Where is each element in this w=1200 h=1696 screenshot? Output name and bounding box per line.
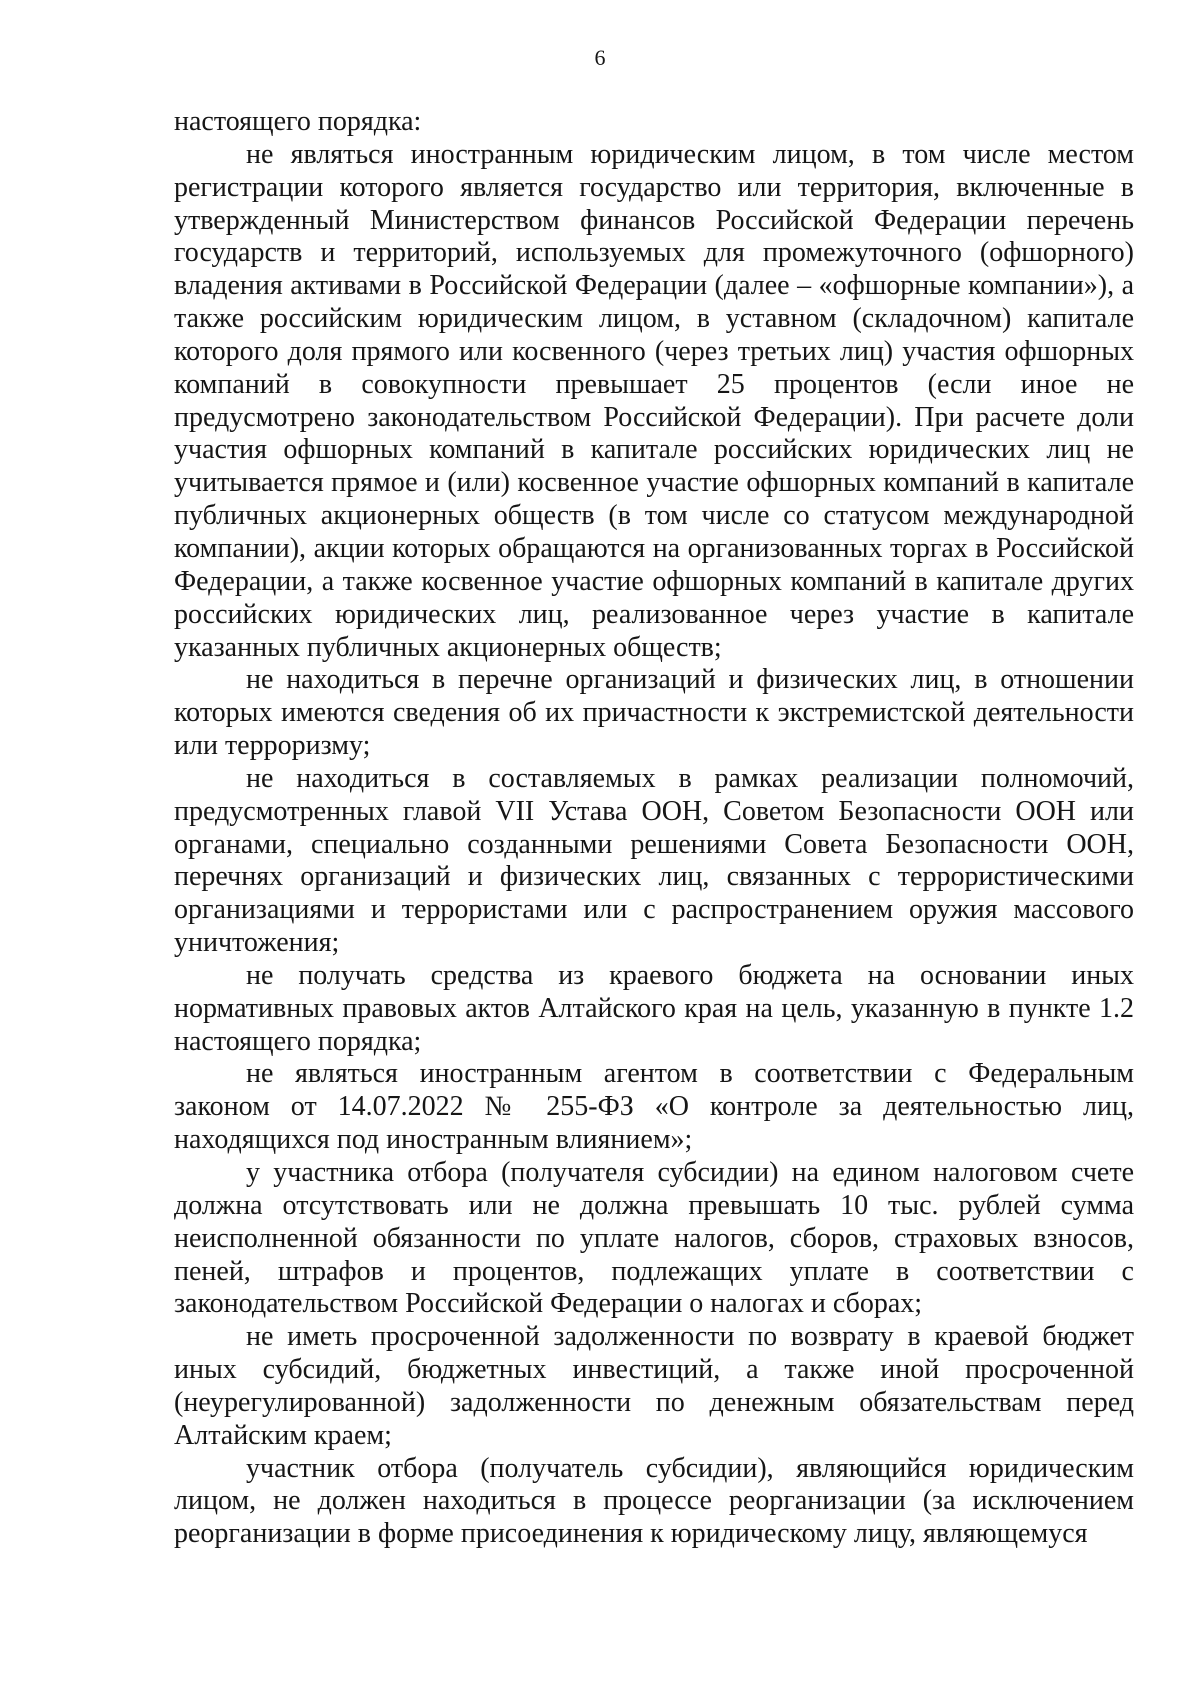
paragraph-continuation: настоящего порядка: <box>174 106 422 137</box>
paragraph-foreign-agent: не являться иностранным агентом в соответствии с Федеральным законом от 14.07.2022 № 255-ФЗ «О контроле за деятельностью лиц, находящихся под иностранным влиянием»; <box>174 1058 1134 1156</box>
page-number: 6 <box>594 45 606 70</box>
paragraph-reorganization: участник отбора (получатель субсидии), являющийся юридическим лицом, не должен находиться в процессе реорганизации (за исключением реорганизации в форме присоединения к юридическому лицу, являющемуся <box>174 1452 1134 1550</box>
paragraph-tax-debt: у участника отбора (получателя субсидии) на едином налоговом счете должна отсутствовать или не должна превышать 10 тыс. рублей сумма неисполненной обязанности по уплате налогов, сборов, страховых взносов, пеней, штрафов и процентов, подлежащих уплате в соответствии с законодательством Российской Федерации о налогах и сборах; <box>174 1157 1134 1320</box>
paragraph-un-security-council-lists: не находиться в составляемых в рамках реализации полномочий, предусмотренных главой VII Устава ООН, Советом Безопасности ООН или органами, специально созданными решениями Совета Безопасности ООН, перечнях организаций и физических лиц, связанных с террористическими организациями и террористами или с распространением оружия массового уничтожения; <box>174 762 1134 959</box>
paragraph-extremism-list: не находиться в перечне организаций и физических лиц, в отношении которых имеются сведения об их причастности к экстремистской деятельности или терроризму; <box>174 664 1134 762</box>
paragraph-overdue-debt: не иметь просроченной задолженности по возврату в краевой бюджет иных субсидий, бюджетных инвестиций, а также иной просроченной (неурегулированной) задолженности по денежным обязательствам перед Алтайским краем; <box>174 1321 1134 1451</box>
document-body <box>174 106 1134 1551</box>
paragraph-regional-budget-funds: не получать средства из краевого бюджета на основании иных нормативных правовых актов Алтайского края на цель, указанную в пункте 1.2 настоящего порядка; <box>174 959 1134 1057</box>
paragraph-offshore-companies: не являться иностранным юридическим лицом, в том числе местом регистрации которого является государство или территория, включенные в утвержденный Министерством финансов Российской Федерации перечень государств и территорий, используемых для промежуточного (офшорного) владения активами в Российской Федерации (далее – «офшорные компании»), а также российским юридическим лицом, в уставном (складочном) капитале которого доля прямого или косвенного (через третьих лиц) участия офшорных компаний в совокупности превышает 25 процентов (если иное не предусмотрено законодательством Российской Федерации). При расчете доли участия офшорных компаний в капитале российских юридических лиц не учитывается прямое и (или) косвенное участие офшорных компаний в капитале публичных акционерных обществ (в том числе со статусом международной компании), акции которых обращаются на организованных торгах в Российской Федерации, а также косвенное участие офшорных компаний в капитале других российских юридических лиц, реализованное через участие в капитале указанных публичных акционерных обществ; <box>174 138 1134 663</box>
